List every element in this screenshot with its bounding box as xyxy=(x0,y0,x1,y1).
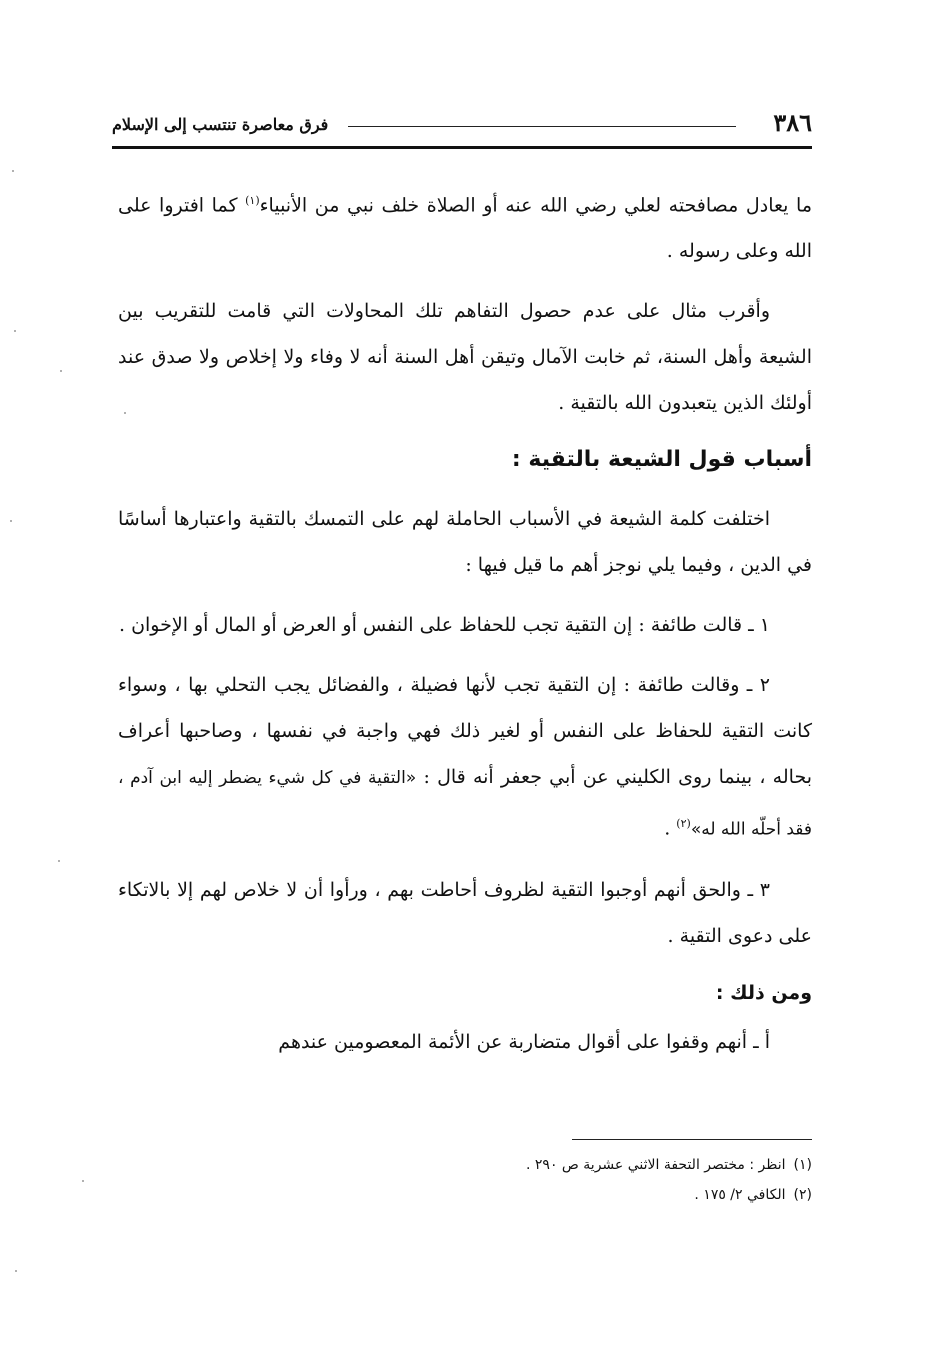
paragraph-example: وأقرب مثال على عدم حصول التفاهم تلك المحاولات التي قامت للتقريب بين الشيعة وأهل السنة، ثم خابت الآمال وتيقن أهل السنة أنه لا وفاء ولا إخلاص ولا صدق عند أولئك الذين يتعبدون الله بالتقية . xyxy=(118,300,812,415)
scan-speck xyxy=(124,412,126,414)
scan-speck xyxy=(14,330,16,332)
reason-item-1: ١ ـ قالت طائفة : إن التقية تجب للحفاظ على النفس أو العرض أو المال أو الإخوان . xyxy=(118,614,770,637)
footnote-number: (٢) xyxy=(793,1187,812,1203)
scan-speck xyxy=(58,860,60,862)
reason-end: . xyxy=(664,817,677,840)
footnote-text: انظر : مختصر التحفة الاثني عشرية ص ٢٩٠ . xyxy=(526,1157,786,1173)
footnote-ref-2: (٢) xyxy=(676,817,691,831)
footnote-ref-1: (١) xyxy=(245,194,260,207)
header-rule xyxy=(112,146,812,149)
footnote-2 xyxy=(122,1180,812,1210)
footnote-1 xyxy=(122,1150,812,1180)
hadith-quote: «التقية في كل شيء يضطر إليه ابن آدم ، فقد أحلّه الله له» xyxy=(118,768,812,840)
page-body xyxy=(118,178,812,1079)
subheading: ومن ذلك : xyxy=(715,981,812,1004)
paragraph-continuation xyxy=(118,178,812,274)
footnote-rule xyxy=(572,1139,812,1140)
book-title: فرق معاصرة تنتسب إلى الإسلام xyxy=(112,115,329,134)
scan-speck xyxy=(82,1180,84,1182)
paragraph-text: كما افتروا على الله وعلى رسوله . xyxy=(118,194,812,263)
paragraph-last-line: أ ـ أنهم وقفوا على أقوال متضاربة عن الأئمة المعصومين عندهم xyxy=(278,1030,770,1053)
footnote-text: الكافي ٢/ ١٧٥ . xyxy=(694,1187,786,1203)
scan-speck xyxy=(12,170,14,172)
page-number: ٣٨٦ xyxy=(773,108,812,137)
scan-speck xyxy=(10,520,12,522)
section-heading: أسباب قول الشيعة بالتقية : xyxy=(511,447,812,473)
running-header xyxy=(112,108,812,140)
header-dash-line xyxy=(348,126,736,127)
reason-item-2 xyxy=(118,662,812,852)
footnotes xyxy=(122,1150,812,1210)
scan-speck xyxy=(60,370,62,372)
footnote-number: (١) xyxy=(793,1157,812,1173)
paragraph-intro: اختلفت كلمة الشيعة في الأسباب الحاملة لهم على التمسك بالتقية واعتبارها أساسًا في الدين ، وفيما يلي نوجز أهم ما قيل فيها : xyxy=(118,508,812,577)
reason-text: ٢ ـ وقالت طائفة : إن التقية تجب لأنها فضيلة ، والفضائل يجب التحلي بها ، وسواء كانت التقية للحفاظ على النفس أو لغير ذلك فهي واجبة في نفسها ، وصاحبها أعراف بحاله ، بينما روى الكليني عن أبي جعفر أنه قال : xyxy=(118,674,812,789)
reason-item-3: ٣ ـ والحق أنهم أوجبوا التقية لظروف أحاطت بهم ، ورأوا أن لا خلاص لهم إلا بالاتكاء على دعوى التقية . xyxy=(118,878,812,947)
paragraph-text: ما يعادل مصافحته لعلي رضي الله عنه أو الصلاة خلف نبي من الأنبياء xyxy=(259,194,812,217)
scan-speck xyxy=(15,1270,17,1272)
